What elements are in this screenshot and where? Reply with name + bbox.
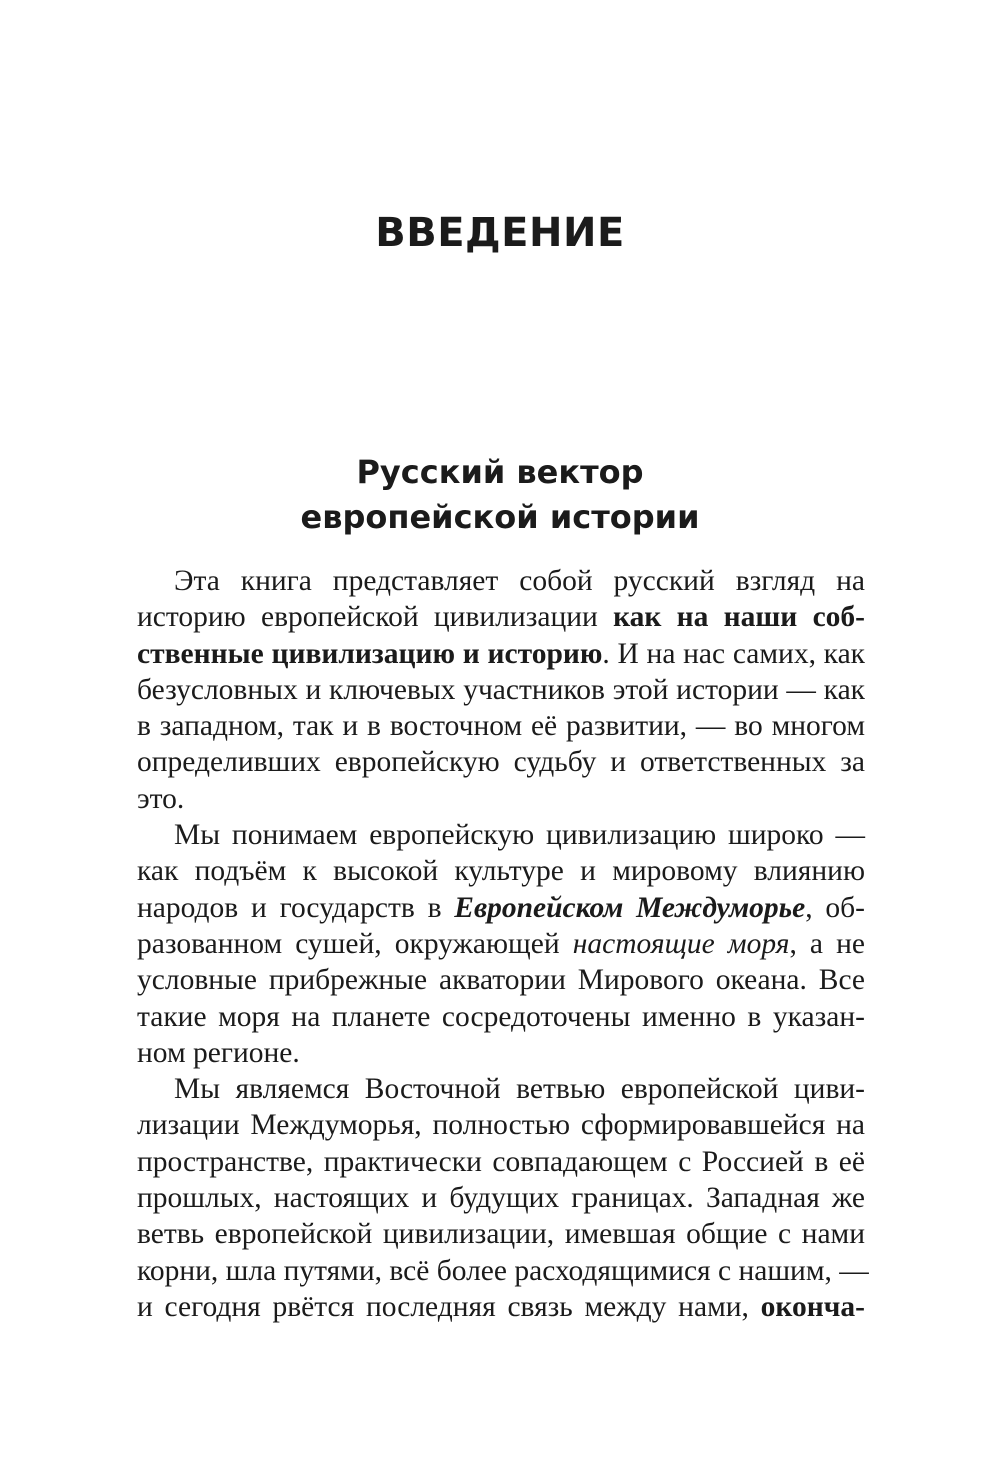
- emphasis-text: как на наши соб-: [613, 601, 865, 634]
- section-title-line-1: Русский вектор: [356, 453, 644, 491]
- emphasis-text: настоящие моря: [572, 927, 790, 960]
- text-line: [137, 708, 865, 744]
- section-title: [0, 450, 1000, 540]
- text-line: [137, 1107, 865, 1143]
- text-run: ном регионе.: [137, 1036, 300, 1069]
- text-run: безусловных и ключевых участников этой истории — как: [137, 673, 865, 706]
- text-line: [137, 1216, 865, 1252]
- text-line: [137, 926, 865, 962]
- text-run: лизации Междуморья, полностью сформировавшейся на: [137, 1109, 865, 1142]
- text-run: , об-: [805, 891, 866, 924]
- text-run: , а не: [789, 927, 865, 960]
- text-run: Мы являемся Восточной ветвью европейской циви-: [174, 1073, 865, 1106]
- text-line: [137, 744, 865, 780]
- text-run: разованном сушей, окружающей: [137, 927, 573, 960]
- text-line: [137, 563, 865, 599]
- text-run: и сегодня рвётся последняя связь между нами,: [137, 1290, 761, 1323]
- text-run: Эта книга представляет собой русский взгляд на: [174, 565, 865, 597]
- text-run: . И на нас самих, как: [602, 637, 865, 670]
- emphasis-text: оконча-: [760, 1290, 865, 1323]
- text-run: такие моря на планете сосредоточены именно в указан-: [137, 1000, 865, 1033]
- text-line: [137, 1180, 865, 1216]
- text-line: [137, 890, 865, 926]
- text-run: прошлых, настоящих и будущих границах. Западная же: [137, 1182, 865, 1215]
- text-run: Мы понимаем европейскую цивилизацию широко —: [174, 819, 865, 852]
- paragraph: [137, 563, 865, 817]
- text-line: [137, 781, 865, 817]
- paragraph: [137, 1071, 869, 1325]
- text-line: [137, 672, 865, 708]
- text-run: условные прибрежные акватории Мирового океана. Все: [137, 964, 865, 997]
- text-run: определивших европейскую судьбу и ответственных за: [137, 746, 865, 779]
- text-line: [137, 636, 865, 672]
- text-line: [137, 962, 865, 998]
- text-line: [137, 817, 865, 853]
- text-line: [137, 1071, 865, 1107]
- text-run: в западном, так и в восточном её развитии, — во многом: [137, 710, 865, 743]
- chapter-title: ВВЕДЕНИЕ: [375, 210, 625, 256]
- body-text: [137, 563, 869, 1325]
- section-title-line-2: европейской истории: [300, 498, 700, 536]
- text-run: ветвь европейской цивилизации, имевшая общие с нами: [137, 1218, 865, 1251]
- text-line: [137, 1144, 865, 1180]
- text-line: [137, 599, 865, 635]
- text-line: [137, 1289, 865, 1325]
- text-run: народов и государств в: [137, 891, 455, 924]
- paragraph: [137, 817, 865, 1071]
- text-line: [137, 1035, 865, 1071]
- text-run: корни, шла путями, всё более расходящимися с нашим, —: [137, 1254, 869, 1287]
- text-run: это.: [137, 782, 185, 815]
- emphasis-text: ственные цивилизацию и историю: [137, 637, 603, 670]
- text-run: историю европейской цивилизации: [137, 601, 614, 634]
- text-run: пространстве, практически совпадающем с Россией в её: [137, 1145, 865, 1178]
- text-line: [137, 853, 865, 889]
- emphasis-text: Европейском Междуморье: [454, 891, 806, 924]
- text-line: [137, 999, 865, 1035]
- text-line: [137, 1253, 869, 1289]
- text-run: как подъём к высокой культуре и мировому влиянию: [137, 855, 865, 888]
